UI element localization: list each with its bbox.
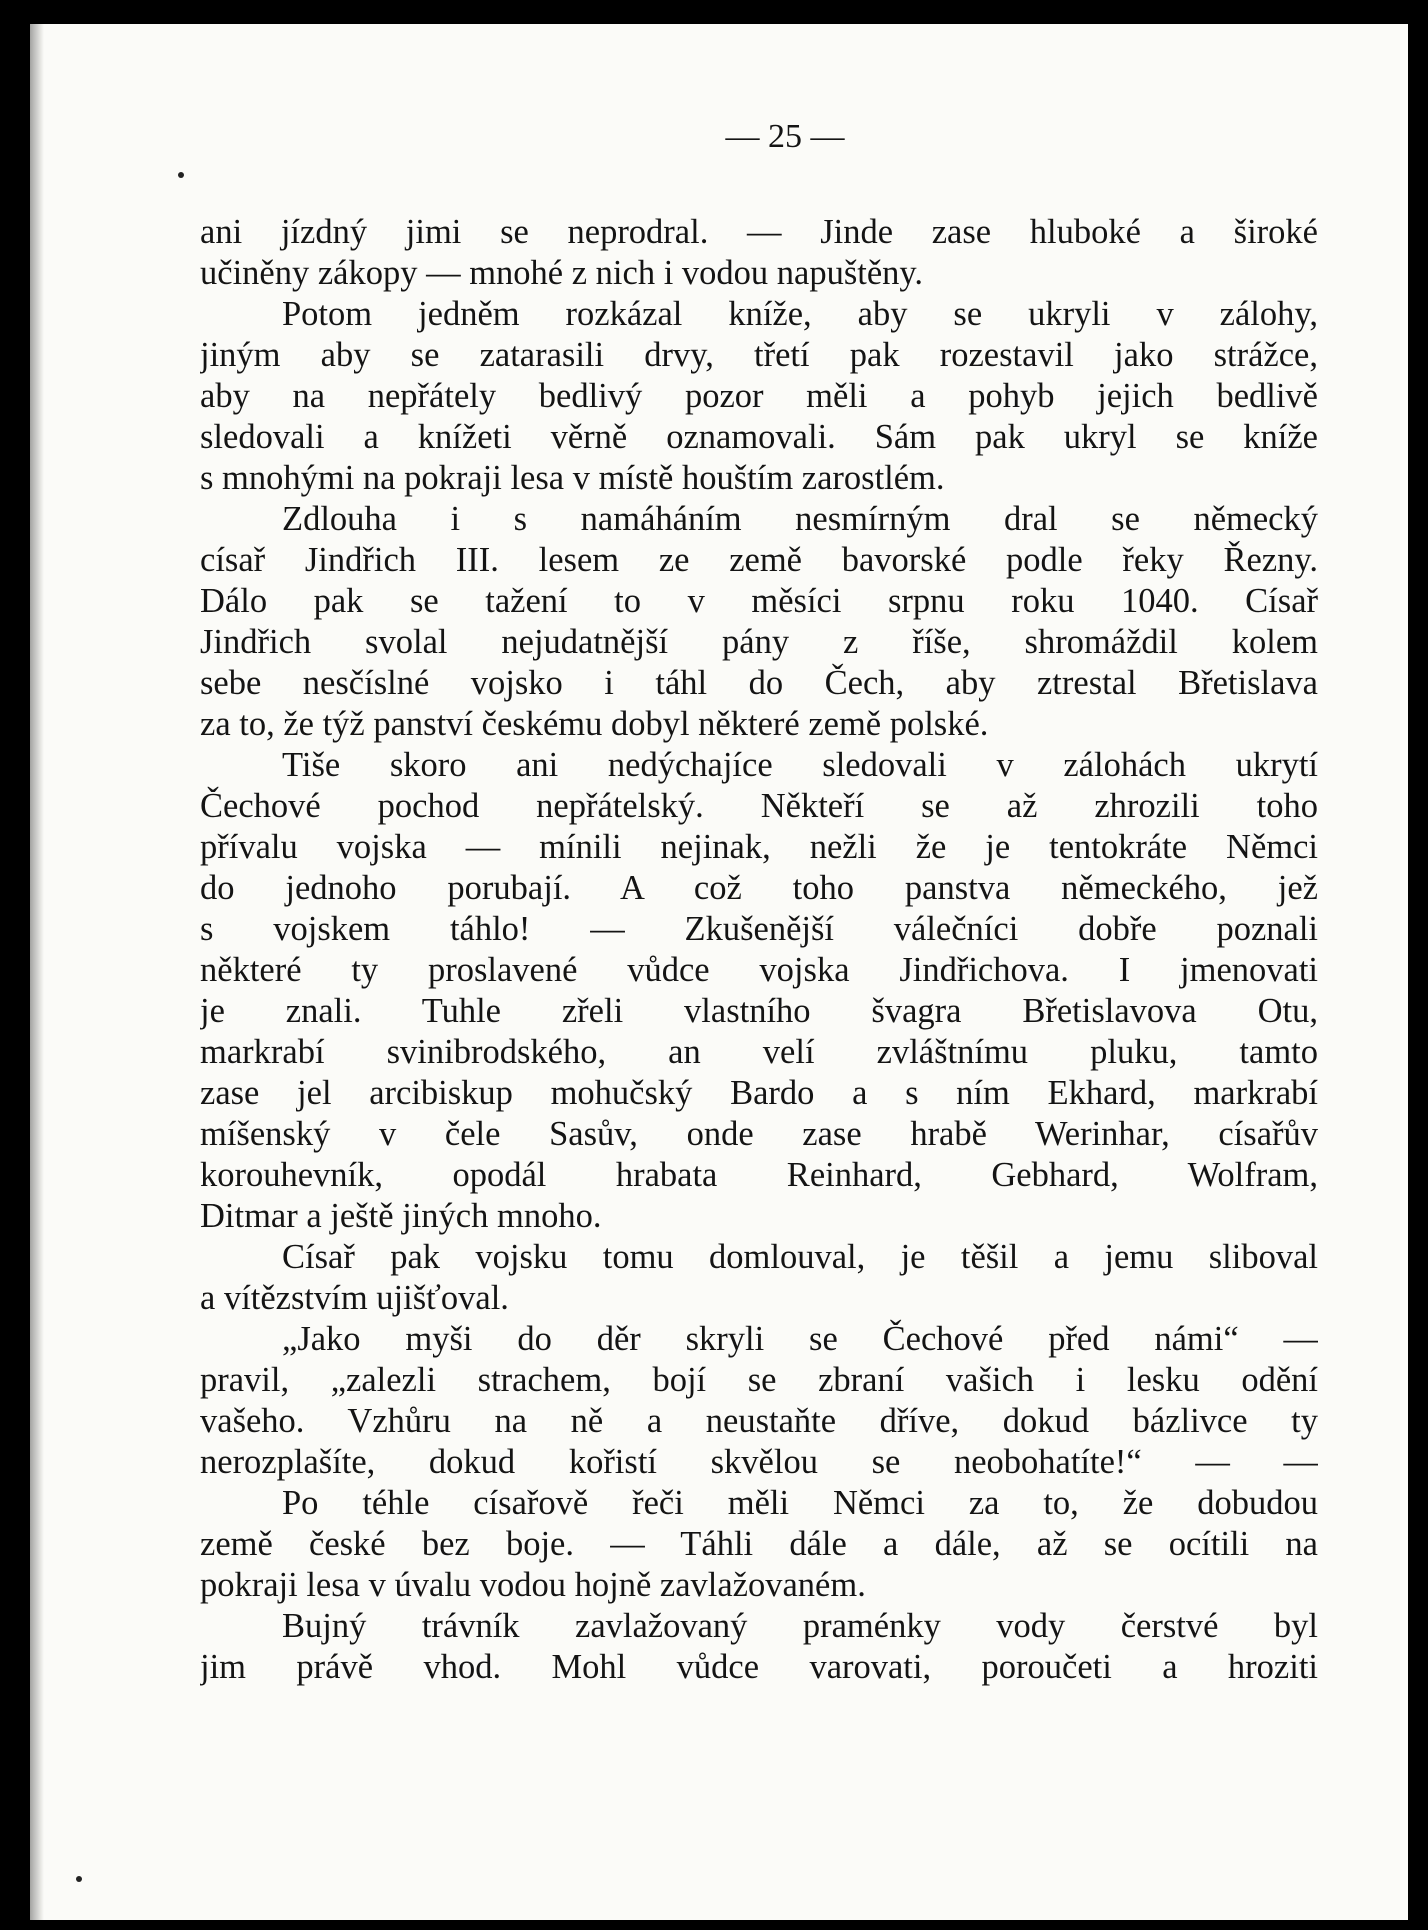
text-line: aby na nepřátely bedlivý pozor měli a pohyb jejich bedlivě [200,377,1318,415]
text-line: Císař pak vojsku tomu domlouval, je těšil a jemu sliboval [282,1238,1318,1276]
text-line: sledovali a knížeti věrně oznamovali. Sám pak ukryl se kníže [200,418,1318,456]
body-text [200,212,1318,1688]
text-line: za to, že týž panství českému dobyl některé země polské. [200,705,989,743]
print-speck [76,1876,82,1882]
text-line: ani jízdný jimi se neprodral. — Jinde zase hluboké a široké [200,213,1318,251]
text-line: pokraji lesa v úvalu vodou hojně zavlažovaném. [200,1566,866,1604]
text-line: Po téhle císařově řeči měli Němci za to, že dobudou [282,1484,1318,1522]
text-line: učiněny zákopy — mnohé z nich i vodou napuštěny. [200,254,924,292]
text-line: Bujný trávník zavlažovaný praménky vody čerstvé byl [282,1607,1318,1645]
text-line: pravil, „zalezli strachem, bojí se zbraní vašich i lesku odění [200,1361,1318,1399]
text-line: sebe nesčíslné vojsko i táhl do Čech, aby ztrestal Břetislava [200,664,1318,702]
text-line: Zdlouha i s namáháním nesmírným dral se německý [282,500,1318,538]
text-line: přívalu vojska — mínili nejinak, nežli že je tentokráte Němci [200,828,1318,866]
text-line: do jednoho porubají. A což toho panstva německého, jež [200,869,1318,907]
page-number: — 25 — [725,118,845,155]
text-line: Jindřich svolal nejudatnější pány z říše, shromáždil kolem [200,623,1318,661]
text-line: vašeho. Vzhůru na ně a neustaňte dříve, dokud bázlivce ty [200,1402,1318,1440]
scanned-page [30,24,1408,1920]
text-line: nerozplašíte, dokud kořistí skvělou se neobohatíte!“ — — [200,1443,1318,1481]
text-line: je znali. Tuhle zřeli vlastního švagra Břetislavova Otu, [200,992,1318,1030]
text-line: jim právě vhod. Mohl vůdce varovati, poroučeti a hroziti [200,1648,1318,1686]
text-line: markrabí svinibrodského, an velí zvláštnímu pluku, tamto [200,1033,1318,1071]
text-line: míšenský v čele Sasův, onde zase hrabě Werinhar, císařův [200,1115,1318,1153]
text-line: Dálo pak se tažení to v měsíci srpnu roku 1040. Císař [200,582,1318,620]
text-line: některé ty proslavené vůdce vojska Jindřichova. I jmenovati [200,951,1318,989]
text-line: s mnohými na pokraji lesa v místě houštím zarostlém. [200,459,945,497]
print-speck [178,172,184,178]
text-line: zase jel arcibiskup mohučský Bardo a s ním Ekhard, markrabí [200,1074,1318,1112]
text-line: Tiše skoro ani nedýchajíce sledovali v zálohách ukrytí [282,746,1318,784]
text-line: s vojskem táhlo! — Zkušenější válečníci dobře poznali [200,910,1318,948]
text-line: Potom jedněm rozkázal kníže, aby se ukryli v zálohy, [282,295,1318,333]
text-line: císař Jindřich III. lesem ze země bavorské podle řeky Řezny. [200,541,1318,579]
text-line: Ditmar a ještě jiných mnoho. [200,1197,602,1235]
text-line: „Jako myši do děr skryli se Čechové před námi“ — [282,1320,1318,1358]
text-line: země české bez boje. — Táhli dále a dále, až se ocítili na [200,1525,1318,1563]
text-line: a vítězstvím ujišťoval. [200,1279,509,1317]
text-line: Čechové pochod nepřátelský. Někteří se až zhrozili toho [200,787,1318,825]
page-edge-shadow [30,24,44,1920]
text-line: korouhevník, opodál hrabata Reinhard, Gebhard, Wolfram, [200,1156,1318,1194]
text-line: jiným aby se zatarasili drvy, třetí pak rozestavil jako strážce, [200,336,1318,374]
